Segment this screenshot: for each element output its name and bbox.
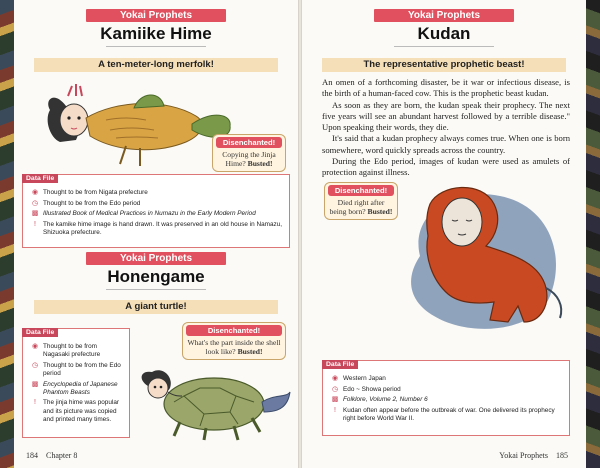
bubble-heading: Disenchanted!: [328, 185, 394, 196]
page-title: Honengame: [107, 267, 205, 286]
section-tag: Yokai Prophets: [374, 9, 514, 22]
data-file-item: ◷ Edo ~ Showa period: [331, 385, 401, 393]
chapter-label: Chapter 8: [46, 451, 78, 460]
location-pin-icon: ◉: [31, 189, 39, 196]
kudan-illustration: [390, 176, 570, 340]
disenchanted-bubble: [182, 322, 286, 360]
tagline: A ten-meter-long merfolk!: [34, 58, 278, 72]
page-footer: [26, 451, 83, 460]
data-file-label: Data File: [22, 328, 58, 337]
page-number: 184: [26, 451, 38, 460]
location-pin-icon: ◉: [331, 375, 339, 382]
data-file-item: ◉ Western Japan: [331, 375, 386, 382]
clock-icon: ◷: [31, 361, 39, 369]
disenchanted-bubble: [324, 182, 398, 220]
title-divider: [106, 46, 206, 47]
bubble-tail: Busted!: [237, 347, 263, 356]
data-file-label: Data File: [322, 360, 358, 369]
bubble-text: What's the part inside the shell look like?: [187, 338, 281, 356]
title-divider: [106, 289, 206, 290]
location-pin-icon: ◉: [31, 343, 39, 350]
book-icon: ▩: [31, 380, 39, 388]
data-file-item: ▩ Folklore, Volume 2, Number 6: [331, 396, 428, 404]
honengame-illustration: [134, 362, 294, 444]
exclamation-icon: !: [334, 406, 336, 414]
data-file-box: [22, 174, 290, 248]
section-tag: Yokai Prophets: [86, 9, 226, 22]
clock-icon: ◷: [331, 385, 339, 393]
clock-icon: ◷: [31, 199, 39, 207]
bubble-text: Copying the Jinja Hime?: [222, 150, 276, 168]
section-tag: Yokai Prophets: [86, 252, 226, 265]
exclamation-icon: !: [34, 399, 36, 407]
data-file-label: Data File: [22, 174, 58, 183]
data-file-box: [22, 328, 130, 438]
data-file-item: ◉ Thought to be from Nagasaki prefecture: [31, 343, 101, 359]
data-file-box: [322, 360, 570, 436]
data-file-item: ! The jinja hime was popular and its picture was copied and printed many times.: [31, 399, 123, 424]
bubble-text: Died right after being born?: [329, 198, 385, 216]
data-file-item: ◷ Thought to be from the Edo period: [31, 361, 121, 377]
bubble-tail: Busted!: [367, 207, 393, 216]
data-file-item: ◉ Thought to be from Nigata prefecture: [31, 189, 148, 196]
book-icon: ▩: [31, 210, 39, 218]
page-footer: [499, 451, 574, 460]
data-file-item: ▩ Illustrated Book of Medical Practices in Numazu in the Early Modern Period: [31, 210, 256, 218]
kamiike-hime-illustration: [36, 80, 236, 172]
data-file-list: [23, 329, 129, 430]
bubble-heading: Disenchanted!: [216, 137, 282, 148]
data-file-item: ! The kamike hime image is hand drawn. It was preserved in an old house in Namazu, Shizuoka prefecture.: [31, 221, 283, 237]
page-number: 185: [556, 451, 568, 460]
paragraph: It's said that a kudan prophecy always comes true. When one is born somewhere, word quickly spreads across the country.: [322, 133, 570, 155]
data-file-item: ! Kudan often appear before the outbreak of war. One delivered its prophecy right before World War II.: [331, 407, 563, 423]
tagline: A giant turtle!: [34, 300, 278, 314]
data-file-item: ▩ Encyclopedia of Japanese Phantom Beasts: [31, 380, 118, 396]
tagline: The representative prophetic beast!: [322, 58, 566, 72]
exclamation-icon: !: [34, 220, 36, 228]
data-file-item: ◷ Thought to be from the Edo period: [31, 199, 141, 207]
left-page: [14, 0, 298, 468]
bubble-tail: Busted!: [247, 159, 273, 168]
page-title: Kamiike Hime: [100, 24, 212, 43]
data-file-list: [23, 175, 289, 244]
book-icon: ▩: [331, 396, 339, 404]
paragraph: An omen of a forthcoming disaster, be it war or infectious disease, is the birth of a human-faced cow. This is the prophetic beast kudan.: [322, 77, 570, 99]
disenchanted-bubble: [212, 134, 286, 172]
section-label: Yokai Prophets: [499, 451, 548, 460]
paragraph: As soon as they are born, the kudan speak their prophecy. The next five years will see an abundant harvest followed by a terrible disease." Upon speaking their words, they die.: [322, 99, 570, 133]
title-divider: [394, 46, 494, 47]
right-page-edge-illustration: [586, 0, 600, 468]
page-title: Kudan: [417, 24, 471, 43]
paragraph: During the Edo period, images of kudan were used as amulets of protection against illness.: [322, 156, 570, 178]
bubble-heading: Disenchanted!: [186, 325, 282, 336]
left-page-edge-illustration: [0, 0, 14, 468]
data-file-list: [323, 361, 569, 430]
article-body: [322, 77, 570, 179]
right-page: [302, 0, 586, 468]
